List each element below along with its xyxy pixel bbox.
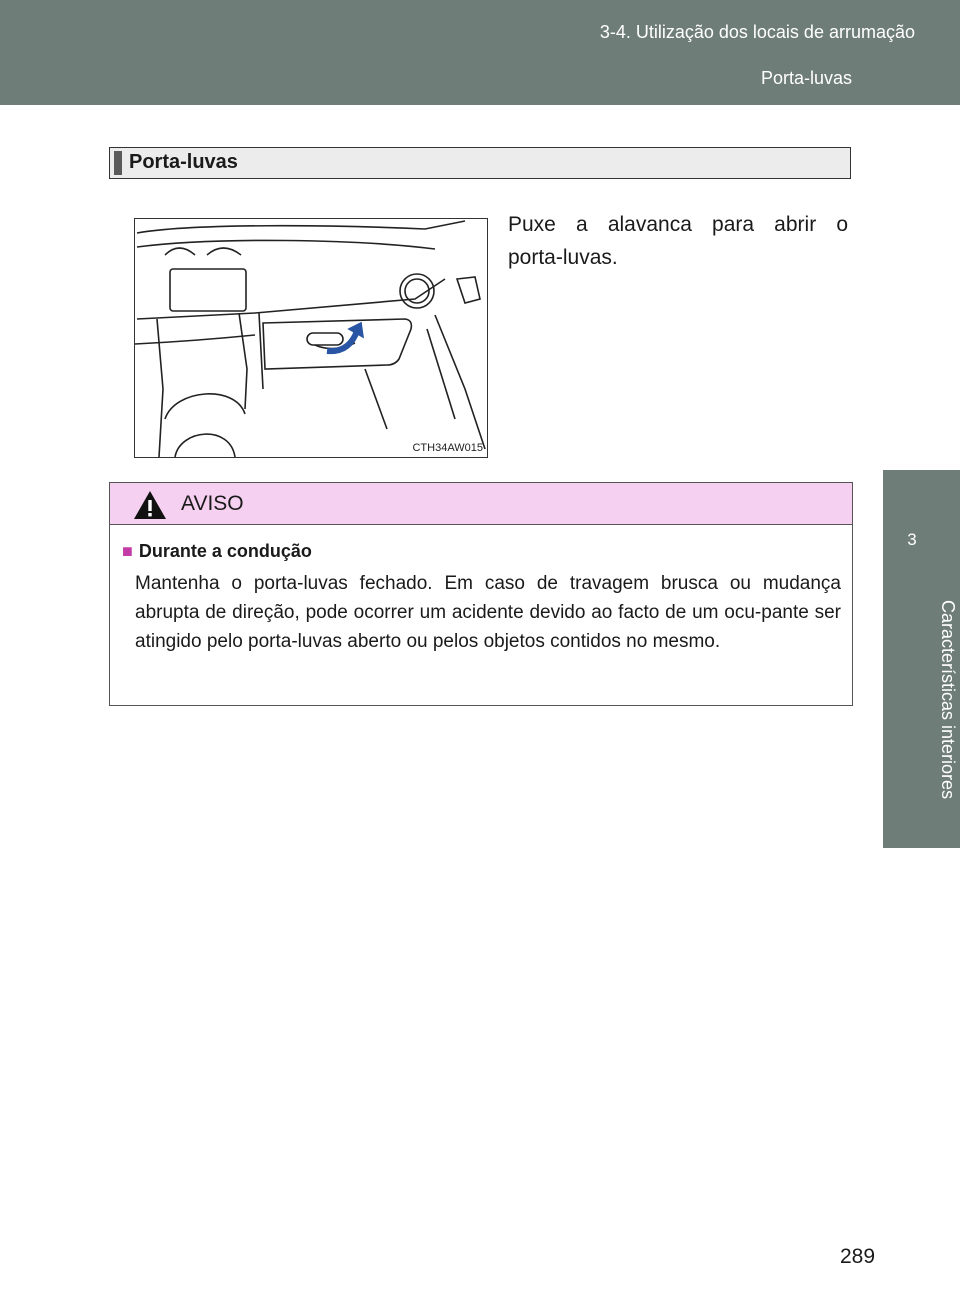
dashboard-drawing <box>135 219 487 457</box>
section-heading <box>109 147 851 179</box>
heading-bar <box>114 151 122 175</box>
header-band <box>0 0 960 105</box>
warning-triangle-icon <box>132 489 168 521</box>
chapter-title: Características interiores <box>938 600 958 800</box>
section-heading-text: Porta-luvas <box>129 151 238 173</box>
instruction-text <box>508 208 848 274</box>
figure-code: CTH34AW015 <box>412 442 483 454</box>
side-tab-blank <box>883 105 960 470</box>
page-number: 289 <box>840 1245 876 1268</box>
header-subsection-title: Porta-luvas <box>760 68 852 88</box>
warning-item-title-text: Durante a condução <box>138 541 312 561</box>
warning-label: AVISO <box>181 492 244 515</box>
glovebox-illustration <box>134 218 488 458</box>
header-section-title: 3-4. Utilização dos locais de arrumação <box>599 22 915 42</box>
instruction-line-2: porta-luvas. <box>508 246 618 269</box>
chapter-number: 3 <box>907 530 917 549</box>
warning-header <box>110 483 852 525</box>
warning-box <box>109 482 853 706</box>
warning-item-title <box>122 541 312 562</box>
instruction-line-1: Puxe a alavanca para abrir o <box>508 213 848 236</box>
warning-item-text: Mantenha o porta-luvas fechado. Em caso de travagem brusca ou mudança abrupta de direção, pode ocorrer um acidente devido ao facto de um ocu-pante ser atingido pelo porta-luvas aberto ou pelos objetos contidos no mesmo. <box>135 573 841 652</box>
bullet-square-icon: ■ <box>122 541 133 561</box>
